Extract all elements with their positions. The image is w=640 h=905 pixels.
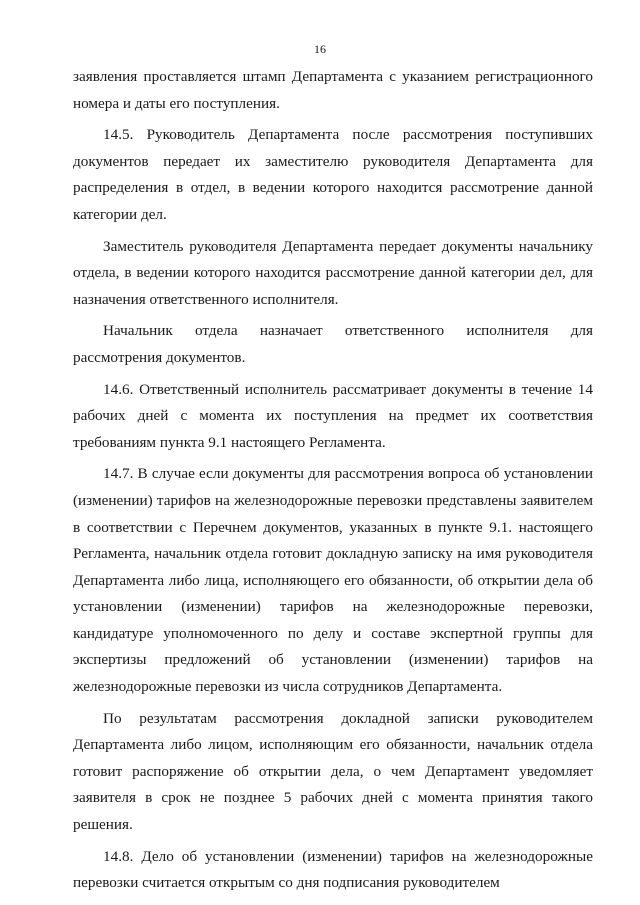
paragraph-review-results: По результатам рассмотрения докладной записки руководителем Департамента либо лицом, исполняющим его обязанности, начальник отдела готовит распоряжение об открытии дела, о чем Департамент уведомляет заявителя в срок не позднее 5 рабочих дней с момента принятия такого решения. [73, 709, 593, 834]
page-number: 16 [314, 42, 326, 56]
paragraph-continued: заявления проставляется штамп Департамента с указанием регистрационного номера и даты его поступления. [73, 68, 593, 112]
paragraph-14-5: 14.5. Руководитель Департамента после рассмотрения поступивших документов передает их заместителю руководителя Департамента для распределения в отдел, в ведении которого находится рассмотрение данной категории дел. [73, 126, 593, 223]
document-body [73, 64, 593, 902]
paragraph-deputy-transfer: Заместитель руководителя Департамента передает документы начальнику отдела, в ведении которого находится рассмотрение данной категории дел, для назначения ответственного исполнителя. [73, 237, 593, 308]
paragraph-head-assigns: Начальник отдела назначает ответственного исполнителя для рассмотрения документов. [73, 322, 593, 366]
paragraph-14-7: 14.7. В случае если документы для рассмотрения вопроса об установлении (изменении) тарифов на железнодорожные перевозки представлены заявителем в соответствии с Перечнем документов, указанных в пункте 9.1. настоящего Регламента, начальник отдела готовит докладную записку на имя руководителя Департамента либо лица, исполняющего его обязанности, об открытии дела об установлении (изменении) тарифов на железнодорожные перевозки, кандидатуре уполномоченного по делу и составе экспертной группы для экспертизы предложений об установлении (изменении) тарифов на железнодорожные перевозки из числа сотрудников Департамента. [73, 465, 593, 696]
paragraph-14-6: 14.6. Ответственный исполнитель рассматривает документы в течение 14 рабочих дней с момента их поступления на предмет их соответствия требованиям пункта 9.1 настоящего Регламента. [73, 380, 593, 451]
paragraph-14-8: 14.8. Дело об установлении (изменении) тарифов на железнодорожные перевозки считается открытым со дня подписания руководителем [73, 847, 593, 892]
